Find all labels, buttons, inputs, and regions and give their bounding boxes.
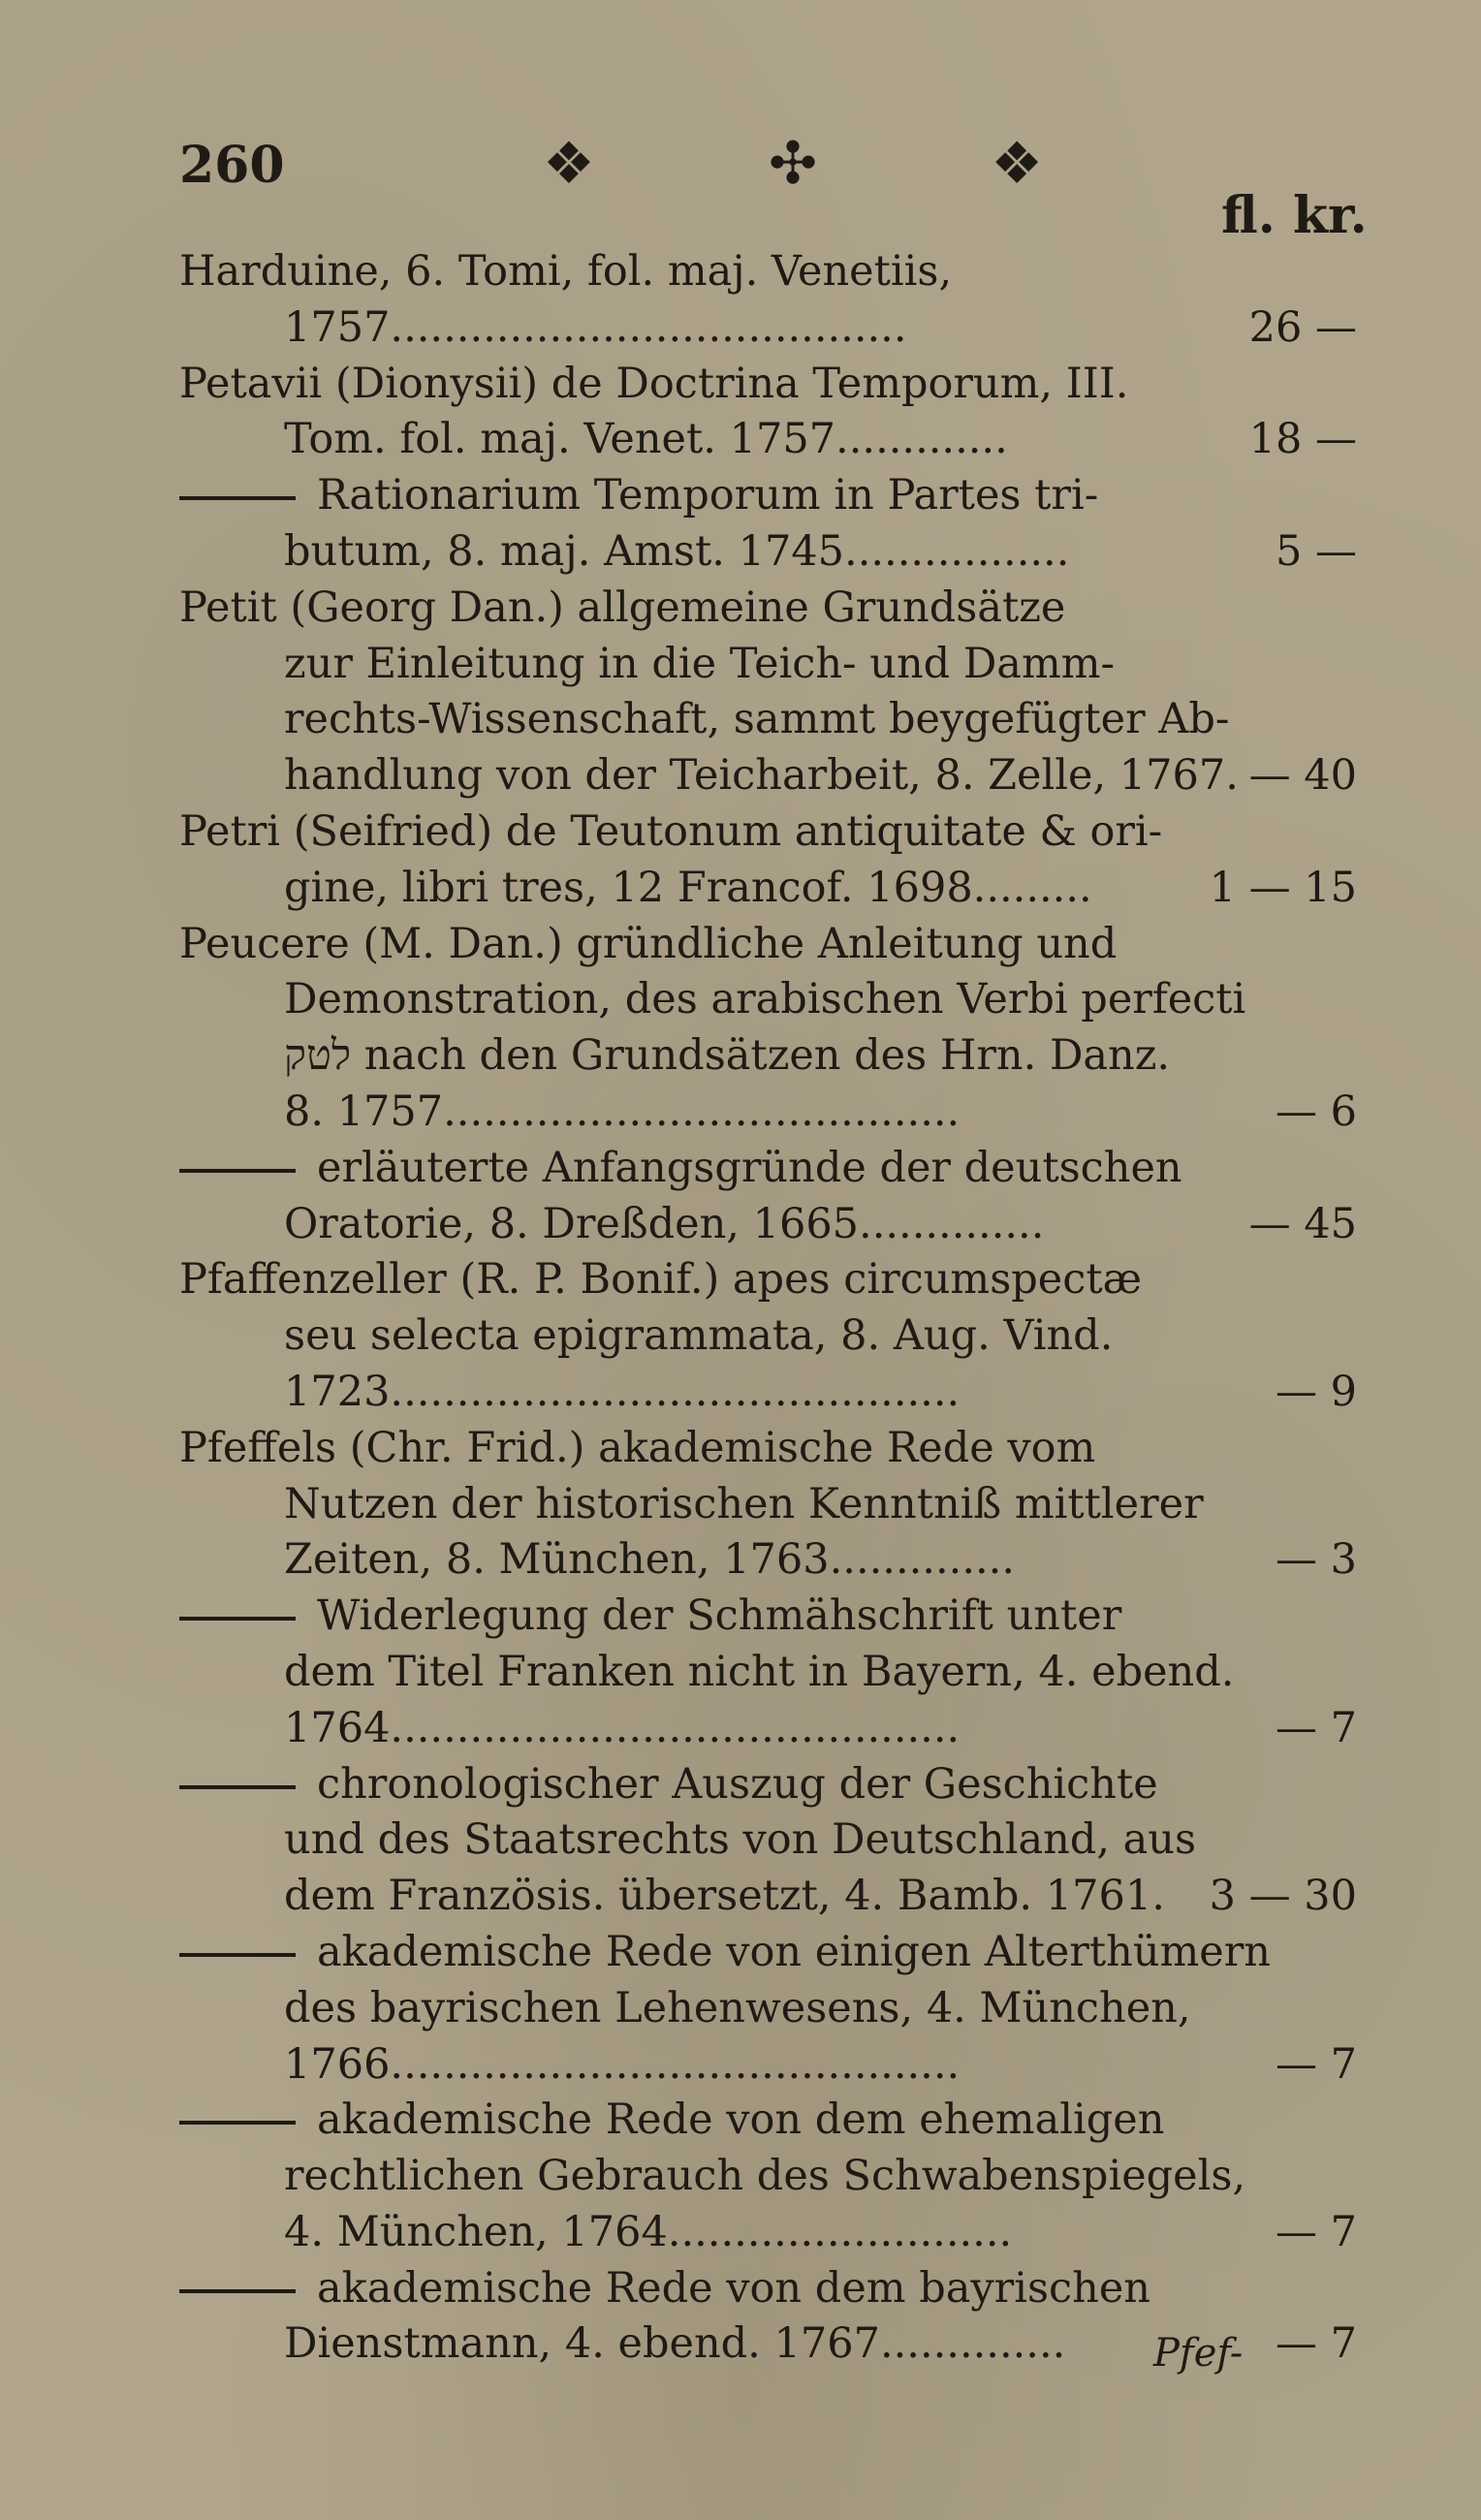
line-text [284, 1701, 960, 1757]
line-text-content: 4. München, 1764.......................... [284, 2207, 1013, 2256]
line-text [284, 2316, 1065, 2373]
line-text-content: Rationarium Temporum in Partes tri- [317, 471, 1099, 520]
ditto-dash [179, 496, 296, 500]
line-text-content: seu selecta epigrammata, 8. Aug. Vind. [284, 1311, 1114, 1361]
catalogue-line [179, 357, 1371, 413]
line-text [284, 412, 1008, 468]
catalogue-line [179, 1028, 1371, 1085]
catalogue-line [179, 2149, 1371, 2205]
price: — 7 [1275, 2319, 1357, 2369]
catalogue-line [179, 1085, 1371, 1141]
line-text [284, 1532, 1015, 1589]
line-text [284, 2149, 1245, 2205]
line-text [284, 1028, 1170, 1085]
line-text-content: 1723........................................... [284, 1367, 961, 1416]
line-text [284, 1981, 1191, 2037]
line-text [284, 1365, 960, 1421]
catalogue-line [179, 2205, 1371, 2261]
catalogue-line [179, 637, 1371, 693]
line-text [284, 300, 907, 357]
catalogue-line [179, 1197, 1371, 1253]
catalogue-line [179, 1308, 1371, 1365]
catalogue-entries [179, 244, 1371, 2373]
price: — 6 [1275, 1087, 1357, 1136]
line-text-content: Demonstration, des arabischen Verbi perfecti [284, 975, 1246, 1024]
catalogue-line [179, 1252, 1371, 1308]
line-text [284, 861, 1092, 917]
line-text-content: dem Titel Franken nicht in Bayern, 4. ebend. [284, 1647, 1235, 1696]
price: — 7 [1275, 2039, 1357, 2089]
catalogue-line [179, 1365, 1371, 1421]
line-text-content: 1764........................................... [284, 1703, 961, 1752]
line-text [179, 468, 1098, 524]
catalogue-line [179, 2037, 1371, 2094]
line-text-content: Harduine, 6. Tomi, fol. maj. Venetiis, [179, 247, 953, 296]
catalogue-line [179, 861, 1371, 917]
line-text-content: akademische Rede von einigen Alterthümern [317, 1927, 1272, 1976]
catchword: Pfef- [1153, 2331, 1244, 2376]
line-text-content: Zeiten, 8. München, 1763.............. [284, 1535, 1015, 1585]
line-text-content: Pfeffels (Chr. Frid.) akademische Rede vom [179, 1423, 1096, 1472]
catalogue-line [179, 748, 1371, 804]
catalogue-line [179, 2093, 1371, 2149]
catalogue-line [179, 917, 1371, 973]
catalogue-line [179, 972, 1371, 1028]
catalogue-line [179, 1981, 1371, 2037]
price: — 7 [1275, 1703, 1357, 1752]
catalogue-line [179, 1589, 1371, 1645]
price: — 7 [1275, 2207, 1357, 2256]
catalogue-line [179, 581, 1371, 637]
catalogue-line [179, 1869, 1371, 1925]
catalogue-line [179, 692, 1371, 748]
ornament-icon: ❖ ✣ ❖ [543, 130, 1120, 198]
line-text-content: rechts-Wissenschaft, sammt beygefügter Ab- [284, 695, 1230, 744]
line-text [284, 2037, 960, 2094]
line-text [179, 2261, 1150, 2317]
line-text-content: Tom. fol. maj. Venet. 1757............. [284, 415, 1008, 464]
line-text [284, 1477, 1204, 1533]
price: 3 — 30 [1209, 1872, 1357, 1921]
catalogue-line [179, 1532, 1371, 1589]
line-text-content: Widerlegung der Schmähschrift unter [317, 1591, 1122, 1641]
line-text [284, 637, 1115, 693]
catalogue-line [179, 1812, 1371, 1869]
line-text-content: Oratorie, 8. Dreßden, 1665.............. [284, 1199, 1045, 1248]
line-text-content: Petavii (Dionysii) de Doctrina Temporum, III. [179, 359, 1129, 408]
line-text-content: 1766........................................... [284, 2039, 961, 2089]
line-text-content: Nutzen der historischen Kenntniß mittlerer [284, 1479, 1204, 1528]
catalogue-line [179, 2261, 1371, 2317]
price: — 45 [1248, 1199, 1357, 1248]
line-text [284, 1197, 1044, 1253]
ditto-dash [179, 2121, 296, 2125]
line-text [179, 1252, 1142, 1308]
line-text [284, 692, 1229, 748]
line-text-content: akademische Rede von dem bayrischen [317, 2263, 1150, 2313]
line-text [284, 524, 1069, 581]
page-header [179, 130, 1371, 245]
price: — 40 [1248, 751, 1357, 801]
line-text [284, 1308, 1113, 1365]
page-number: 260 [179, 136, 285, 195]
catalogue-line [179, 1477, 1371, 1533]
line-text [179, 581, 1065, 637]
line-text-content: Petit (Georg Dan.) allgemeine Grundsätze [179, 583, 1066, 632]
line-text-content: des bayrischen Lehenwesens, 4. München, [284, 1983, 1191, 2032]
price: 18 — [1248, 415, 1357, 464]
catalogue-line [179, 1701, 1371, 1757]
price: 5 — [1275, 526, 1357, 576]
line-text [284, 972, 1245, 1028]
line-text [284, 1812, 1196, 1869]
line-text [179, 2093, 1164, 2149]
catalogue-line [179, 244, 1371, 300]
price: — 9 [1275, 1367, 1357, 1416]
line-text [179, 917, 1117, 973]
line-text-content: erläuterte Anfangsgründe der deutschen [317, 1143, 1182, 1192]
line-text-content: 8. 1757....................................... [284, 1087, 961, 1136]
line-text-content: dem Französis. übersetzt, 4. Bamb. 1761. [284, 1872, 1165, 1921]
line-text-content: rechtlichen Gebrauch des Schwabenspiegels, [284, 2152, 1246, 2201]
price: 1 — 15 [1209, 863, 1357, 912]
ditto-dash [179, 1617, 296, 1621]
line-text-content: akademische Rede von dem ehemaligen [317, 2095, 1165, 2145]
line-text [179, 1421, 1095, 1477]
line-text [284, 1085, 960, 1141]
ditto-dash [179, 1953, 296, 1957]
ditto-dash [179, 1169, 296, 1173]
ditto-dash [179, 2289, 296, 2293]
line-text [284, 1869, 1165, 1925]
line-text-content: Pfaffenzeller (R. P. Bonif.) apes circumspectæ [179, 1255, 1143, 1305]
line-text-content: zur Einleitung in die Teich- und Damm- [284, 639, 1116, 688]
line-text-content: butum, 8. maj. Amst. 1745................. [284, 526, 1070, 576]
catalogue-line [179, 1421, 1371, 1477]
line-text [179, 1589, 1121, 1645]
line-text-content: handlung von der Teicharbeit, 8. Zelle, 1767. [284, 751, 1239, 801]
line-text [179, 1757, 1158, 1813]
catalogue-line [179, 524, 1371, 581]
price: — 3 [1275, 1535, 1357, 1585]
line-text-content: und des Staatsrechts von Deutschland, aus [284, 1815, 1197, 1865]
line-text-content: Dienstmann, 4. ebend. 1767.............. [284, 2319, 1066, 2369]
line-text-content: 1757....................................... [284, 302, 907, 352]
catalogue-line [179, 1925, 1371, 1981]
line-text [179, 804, 1162, 861]
line-text-content: chronologischer Auszug der Geschichte [317, 1759, 1158, 1809]
price: 26 — [1248, 302, 1357, 352]
catalogue-line [179, 1645, 1371, 1701]
catalogue-line [179, 412, 1371, 468]
ditto-dash [179, 1785, 296, 1789]
line-text [284, 1645, 1234, 1701]
line-text-content: Petri (Seifried) de Teutonum antiquitate & ori- [179, 806, 1163, 856]
currency-column-header: fl. kr. [1221, 186, 1368, 245]
line-text [179, 1141, 1182, 1197]
catalogue-line [179, 300, 1371, 357]
line-text-content: Peucere (M. Dan.) gründliche Anleitung und [179, 919, 1118, 968]
line-text [179, 1925, 1271, 1981]
line-text [284, 748, 1239, 804]
catalogue-line [179, 468, 1371, 524]
line-text [179, 244, 952, 300]
line-text-content: gine, libri tres, 12 Francof. 1698......... [284, 863, 1092, 912]
catalogue-line [179, 1757, 1371, 1813]
line-text-content: לטק nach den Grundsätzen des Hrn. Danz. [284, 1031, 1171, 1081]
catalogue-line [179, 1141, 1371, 1197]
line-text [179, 357, 1128, 413]
line-text [284, 2205, 1012, 2261]
catalogue-line [179, 804, 1371, 861]
